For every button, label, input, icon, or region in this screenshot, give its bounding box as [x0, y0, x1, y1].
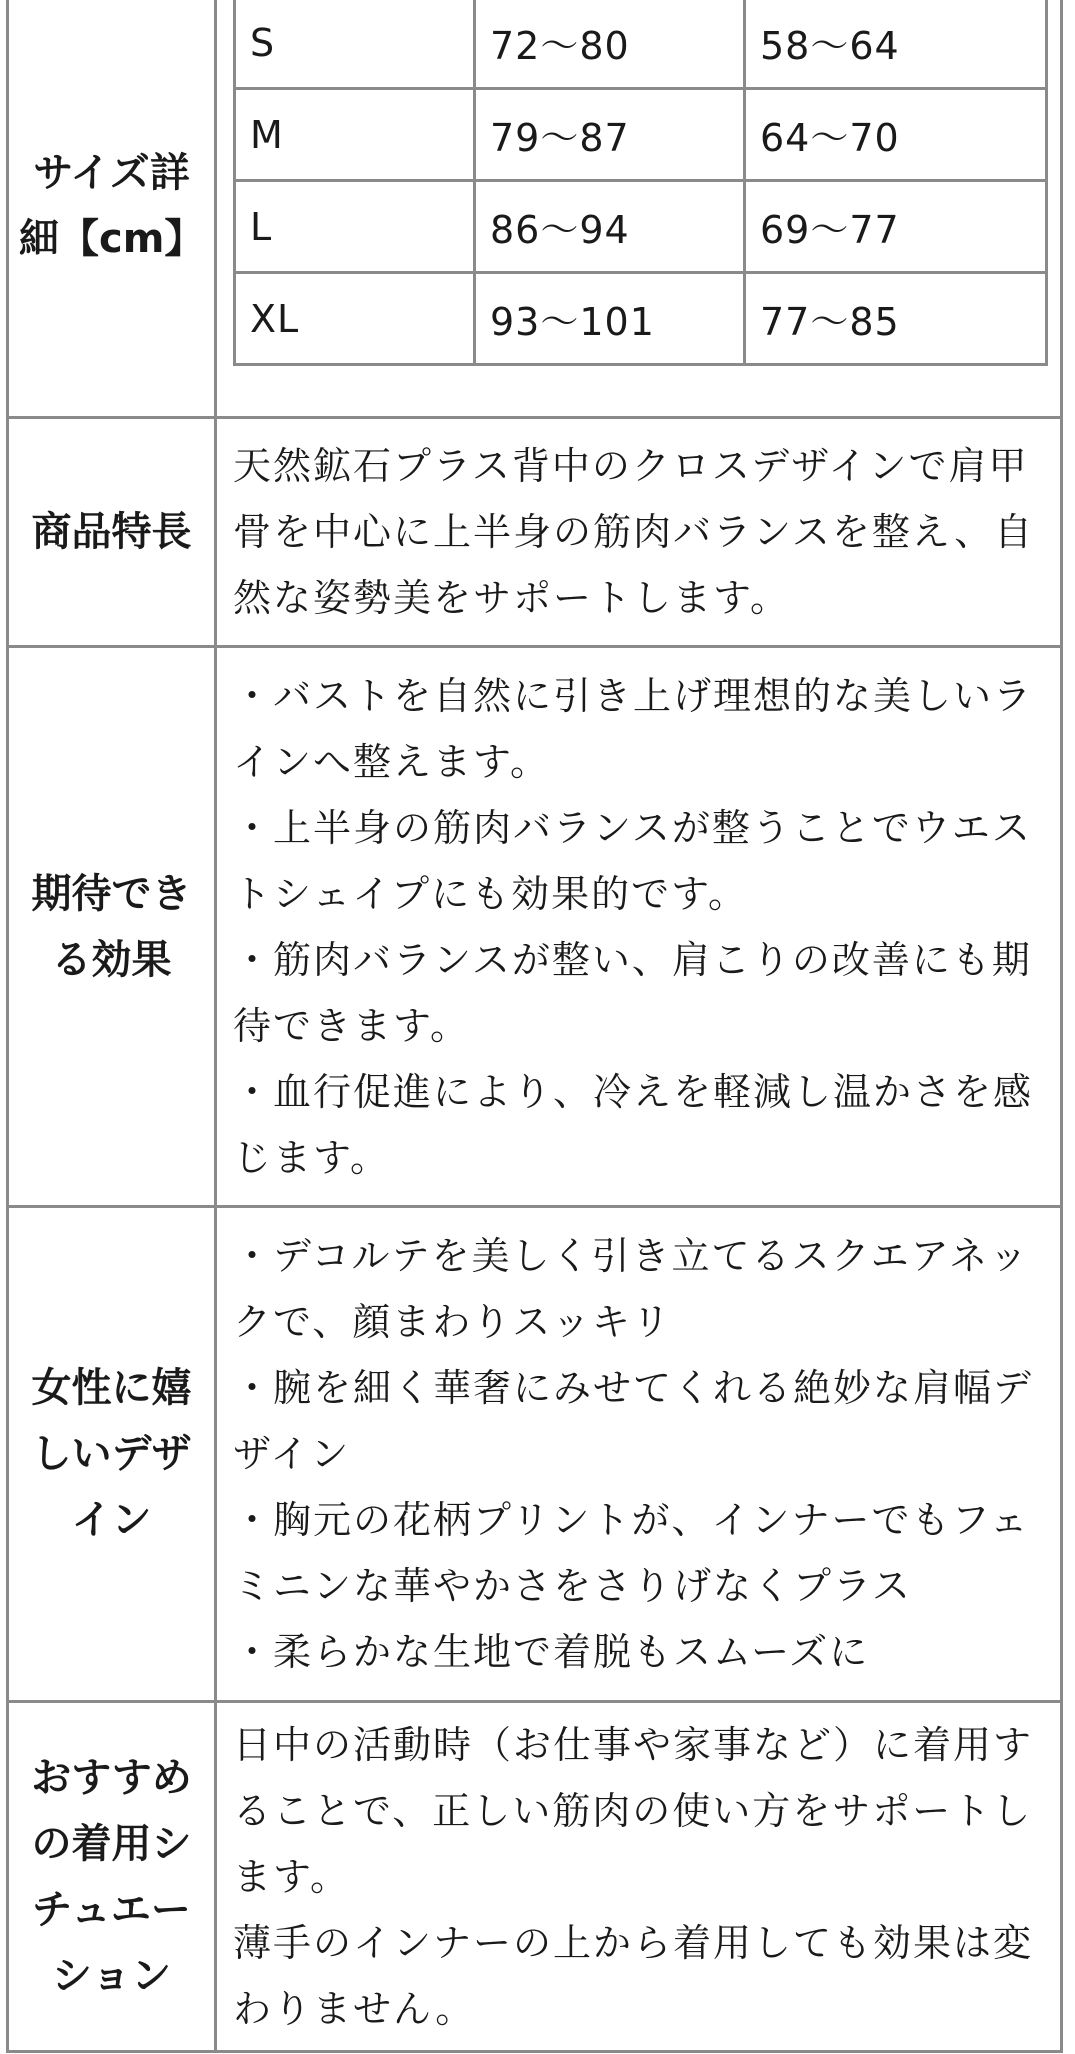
spec-row-recommended-situations [8, 1702, 1062, 2052]
effect-item: ・血行促進により、冷えを軽減し温かさを感じます。 [233, 1069, 1034, 1180]
product-features-paragraph: 天然鉱石プラス背中のクロスデザインで肩甲骨を中心に上半身の筋肉バランスを整え、自然な姿勢美をサポートします。 [233, 444, 1035, 620]
size-range-b: 69〜77 [745, 181, 1047, 273]
product-features-text [216, 418, 1062, 647]
size-range-a: 79〜87 [475, 89, 745, 181]
spec-row-product-features [8, 418, 1062, 647]
size-range-a: 72〜80 [475, 0, 745, 89]
spec-row-expected-effects [8, 647, 1062, 1207]
row-label-product-features: 商品特長 [8, 418, 216, 647]
situation-paragraph: 薄手のインナーの上から着用しても効果は変わりません。 [233, 1920, 1034, 2031]
design-item: ・柔らかな生地で着脱もスムーズに [233, 1630, 870, 1674]
size-range-b: 77〜85 [745, 273, 1047, 365]
size-range-b: 58〜64 [745, 0, 1047, 89]
size-label: XL [235, 273, 475, 365]
size-row-l [235, 181, 1047, 273]
size-label: S [235, 0, 475, 89]
design-points-text [216, 1207, 1062, 1702]
situation-paragraph: 日中の活動時（お仕事や家事など）に着用することで、正しい筋肉の使い方をサポートします。 [233, 1722, 1034, 1899]
design-item: ・胸元の花柄プリントが、インナーでもフェミニンな華やかさをさりげなくプラス [233, 1498, 1030, 1608]
design-item: ・腕を細く華奢にみせてくれる絶妙な肩幅デザイン [233, 1366, 1034, 1476]
size-chart-cell [216, 0, 1062, 418]
spec-row-size-details [8, 0, 1062, 418]
size-row-s [235, 0, 1047, 89]
recommended-situations-text [216, 1702, 1062, 2052]
size-label: L [235, 181, 475, 273]
size-row-m [235, 89, 1047, 181]
size-range-a: 93〜101 [475, 273, 745, 365]
row-label-recommended-situations: おすすめの着用シチュエーション [8, 1702, 216, 2052]
row-label-size-details: サイズ詳細【cm】 [8, 0, 216, 418]
effect-item: ・上半身の筋肉バランスが整うことでウエストシェイプにも効果的です。 [233, 805, 1032, 916]
effect-item: ・筋肉バランスが整い、肩こりの改善にも期待できます。 [233, 937, 1032, 1048]
row-label-expected-effects: 期待できる効果 [8, 647, 216, 1207]
design-item: ・デコルテを美しく引き立てるスクエアネックで、顔まわりスッキリ [233, 1234, 1030, 1344]
size-range-a: 86〜94 [475, 181, 745, 273]
effect-item: ・バストを自然に引き上げ理想的な美しいラインへ整えます。 [233, 673, 1034, 784]
row-label-design-points: 女性に嬉しいデザイン [8, 1207, 216, 1702]
size-label: M [235, 89, 475, 181]
product-spec-table [6, 0, 1063, 2053]
expected-effects-text [216, 647, 1062, 1207]
size-row-xl [235, 273, 1047, 365]
size-chart-table [233, 0, 1048, 366]
size-range-b: 64〜70 [745, 89, 1047, 181]
spec-row-design-points [8, 1207, 1062, 1702]
